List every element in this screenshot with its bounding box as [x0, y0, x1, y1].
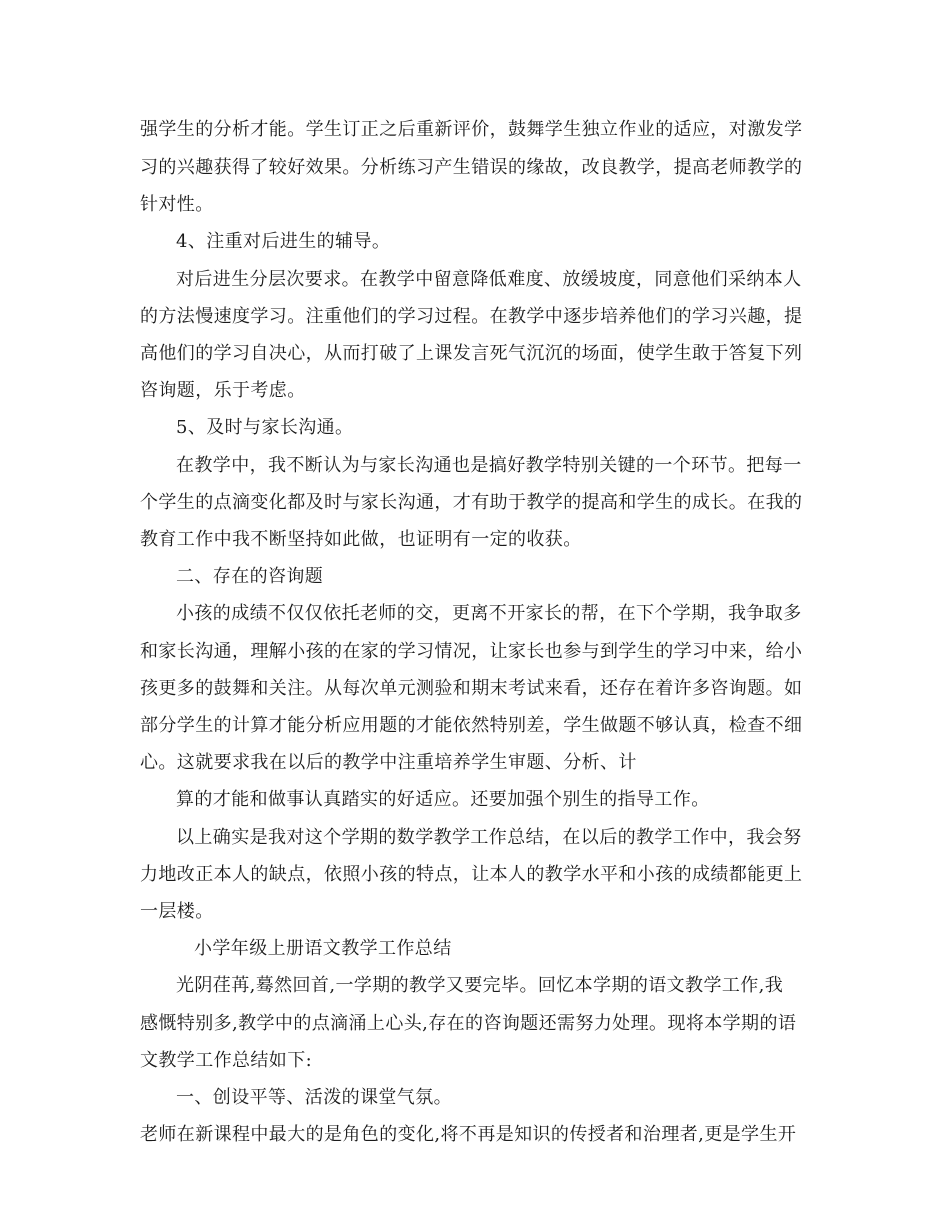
text-line: 4、注重对后进生的辅导。: [176, 231, 391, 252]
section-heading: 一、创设平等、活泼的课堂气氛。: [176, 1087, 452, 1108]
text-line: 一层楼。: [140, 901, 214, 922]
text-line: 算的才能和做事认真踏实的好适应。还要加强个别生的指导工作。: [176, 789, 710, 810]
text-line: 咨询题，乐于考虑。: [140, 380, 306, 401]
text-line: 强学生的分析才能。学生订正之后重新评价，鼓舞学生独立作业的适应，对激发学: [140, 119, 803, 140]
text-line: 针对性。: [140, 194, 214, 215]
text-line: 心。这就要求我在以后的教学中注重培养学生审题、分析、计: [140, 752, 637, 773]
text-line: 个学生的点滴变化都及时与家长沟通，才有助于教学的提高和学生的成长。在我的: [140, 492, 803, 513]
text-line: 高他们的学习自决心，从而打破了上课发言死气沉沉的场面，使学生敢于答复下列: [140, 343, 803, 364]
document-title: 小学年级上册语文教学工作总结: [194, 938, 452, 959]
text-line: 老师在新课程中最大的是角色的变化,将不再是知识的传授者和治理者,更是学生开: [140, 1124, 797, 1145]
text-line: 感慨特别多,教学中的点滴涌上心头,存在的咨询题还需努力处理。现将本学期的语: [140, 1013, 797, 1034]
text-line: 5、及时与家长沟通。: [176, 417, 354, 438]
text-line: 光阴荏苒,蓦然回首,一学期的教学又要完毕。回忆本学期的语文教学工作,我: [176, 975, 784, 996]
text-line: 力地改正本人的缺点，依照小孩的特点，让本人的教学水平和小孩的成绩都能更上: [140, 864, 803, 885]
text-line: 小孩的成绩不仅仅依托老师的交，更离不开家长的帮，在下个学期，我争取多: [176, 603, 802, 624]
text-line: 文教学工作总结如下:: [140, 1050, 313, 1071]
text-line: 和家长沟通，理解小孩的在家的学习情况，让家长也参与到学生的学习中来，给小: [140, 641, 803, 662]
text-line: 教育工作中我不断坚持如此做，也证明有一定的收获。: [140, 529, 582, 550]
text-line: 部分学生的计算才能分析应用题的才能依然特别差，学生做题不够认真，检查不细: [140, 715, 803, 736]
text-line: 习的兴趣获得了较好效果。分析练习产生错误的缘故，改良教学，提高老师教学的: [140, 157, 803, 178]
section-heading: 二、存在的咨询题: [176, 566, 324, 587]
text-line: 以上确实是我对这个学期的数学教学工作总结，在以后的教学工作中，我会努: [176, 827, 802, 848]
text-line: 孩更多的鼓舞和关注。从每次单元测验和期末考试来看，还存在着许多咨询题。如: [140, 678, 803, 699]
text-line: 的方法慢速度学习。注重他们的学习过程。在教学中逐步培养他们的学习兴趣，提: [140, 306, 803, 327]
text-line: 在教学中，我不断认为与家长沟通也是搞好教学特别关键的一个环节。把每一: [176, 455, 802, 476]
text-line: 对后进生分层次要求。在教学中留意降低难度、放缓坡度，同意他们采纳本人: [176, 269, 802, 290]
